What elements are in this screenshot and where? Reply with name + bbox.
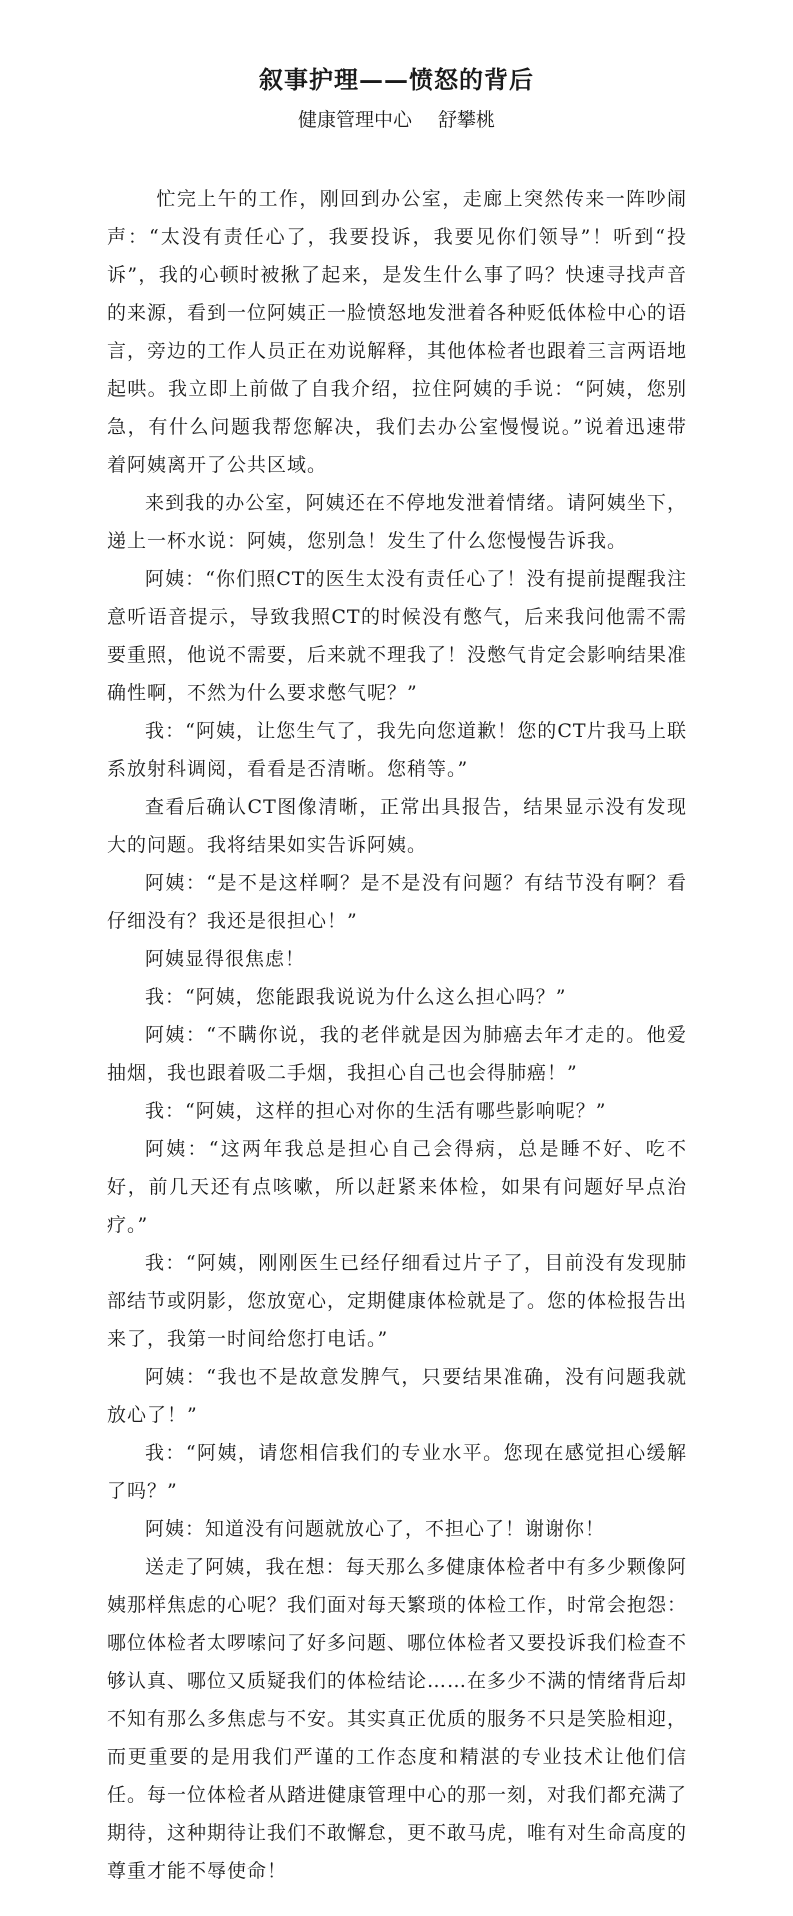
- author-department: 健康管理中心: [297, 109, 412, 131]
- article-body: [107, 180, 687, 1890]
- paragraph: 我：“阿姨，请您相信我们的专业水平。您现在感觉担心缓解了吗？”: [107, 1442, 687, 1502]
- article-byline: [0, 106, 793, 134]
- paragraph: 阿姨：“我也不是故意发脾气，只要结果准确，没有问题我就放心了！”: [107, 1366, 687, 1426]
- paragraph: 我：“阿姨，您能跟我说说为什么这么担心吗？”: [145, 986, 567, 1008]
- paragraph: 阿姨：“不瞒你说，我的老伴就是因为肺癌去年才走的。他爱抽烟，我也跟着吸二手烟，我担心自己也会得肺癌！”: [107, 1024, 687, 1084]
- paragraph: 我：“阿姨，这样的担心对你的生活有哪些影响呢？”: [145, 1100, 607, 1122]
- paragraph: 忙完上午的工作，刚回到办公室，走廊上突然传来一阵吵闹声：“太没有责任心了，我要投诉，我要见你们领导”！听到“投诉”，我的心顿时被揪了起来，是发生什么事了吗？快速寻找声音的来源，看到一位阿姨正一脸愤怒地发泄着各种贬低体检中心的语言，旁边的工作人员正在劝说解释，其他体检者也跟着三言两语地起哄。我立即上前做了自我介绍，拉住阿姨的手说：“阿姨，您别急，有什么问题我帮您解决，我们去办公室慢慢说。”说着迅速带着阿姨离开了公共区域。: [107, 188, 688, 476]
- author-name: 舒攀桃: [438, 109, 496, 131]
- paragraph: 阿姨显得很焦虑！: [145, 948, 306, 970]
- paragraph: 送走了阿姨，我在想：每天那么多健康体检者中有多少颗像阿姨那样焦虑的心呢？我们面对每天繁琐的体检工作，时常会抱怨：哪位体检者太啰嗦问了好多问题、哪位体检者又要投诉我们检查不够认真、哪位又质疑我们的体检结论……在多少不满的情绪背后却不知有那么多焦虑与不安。其实真正优质的服务不只是笑脸相迎，而更重要的是用我们严谨的工作态度和精湛的专业技术让他们信任。每一位体检者从踏进健康管理中心的那一刻，对我们都充满了期待，这种期待让我们不敢懈怠，更不敢马虎，唯有对生命高度的尊重才能不辱使命！: [107, 1556, 688, 1882]
- paragraph: 我：“阿姨，让您生气了，我先向您道歉！您的CT片我马上联系放射科调阅，看看是否清晰。您稍等。”: [107, 720, 687, 780]
- paragraph: 阿姨：“这两年我总是担心自己会得病，总是睡不好、吃不好，前几天还有点咳嗽，所以赶紧来体检，如果有问题好早点治疗。”: [107, 1138, 687, 1236]
- paragraph: 阿姨：知道没有问题就放心了，不担心了！谢谢你！: [145, 1518, 606, 1540]
- paragraph: 阿姨：“你们照CT的医生太没有责任心了！没有提前提醒我注意听语音提示，导致我照CT的时候没有憋气，后来我问他需不需要重照，他说不需要，后来就不理我了！没憋气肯定会影响结果准确性啊，不然为什么要求憋气呢？”: [107, 568, 688, 704]
- article-title: 叙事护理——愤怒的背后: [259, 65, 534, 94]
- paragraph: 查看后确认CT图像清晰，正常出具报告，结果显示没有发现大的问题。我将结果如实告诉阿姨。: [107, 796, 687, 856]
- paragraph: 我：“阿姨，刚刚医生已经仔细看过片子了，目前没有发现肺部结节或阴影，您放宽心，定期健康体检就是了。您的体检报告出来了，我第一时间给您打电话。”: [107, 1252, 688, 1350]
- paragraph: 阿姨：“是不是这样啊？是不是没有问题？有结节没有啊？看仔细没有？我还是很担心！”: [107, 872, 687, 932]
- paragraph: 来到我的办公室，阿姨还在不停地发泄着情绪。请阿姨坐下，递上一杯水说：阿姨，您别急！发生了什么您慢慢告诉我。: [107, 492, 687, 552]
